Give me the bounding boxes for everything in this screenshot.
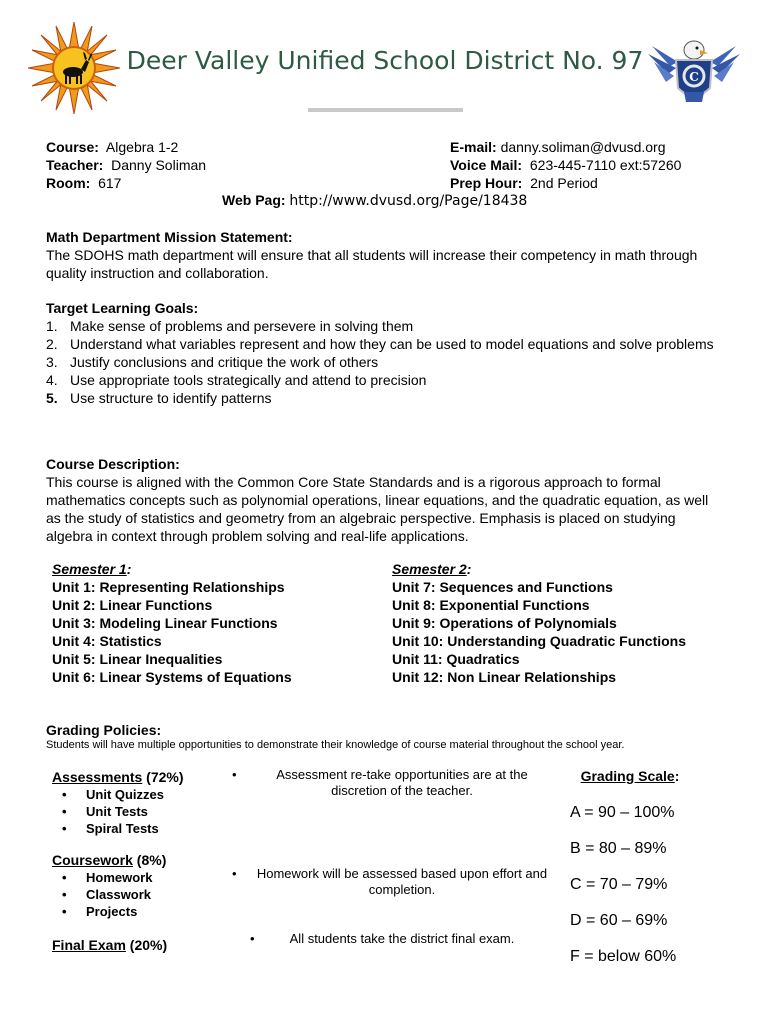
list-item: Unit 3: Modeling Linear Functions xyxy=(52,615,278,631)
assessments-label: Assessments xyxy=(52,769,143,785)
goals-heading: Target Learning Goals: xyxy=(46,300,199,316)
list-item: Unit 12: Non Linear Relationships xyxy=(392,669,617,685)
description-text: This course is aligned with the Common Core State Standards and is a rigorous approach to formal mathematics concepts such as polynomial operations, linear equations, and the quadratic equation, as well as the study of statistics and geometry from an algebraic perspective. Emphasis is placed on studying algebra in context through problem solving and real-life applications. xyxy=(46,474,709,544)
grading-scale: Grading Scale: xyxy=(580,768,680,784)
grade-a: A = 90 – 100% xyxy=(570,804,675,821)
list-item: 1. Make sense of problems and persevere in solving them xyxy=(46,318,414,334)
goals-section xyxy=(46,299,726,407)
semester-2-list: Semester 2: Unit 7: Sequences and Functions Unit 8: Exponential Functions Unit 9: Operations of Polynomials Unit 10: Understanding Quadratic Functions Unit 11: Quadratics Unit 12: Non Linear Relationships xyxy=(392,560,762,686)
coursework-label: Coursework xyxy=(52,852,133,868)
homework-note: • Homework will be assessed based upon effort and completion. xyxy=(232,866,548,897)
assessments-list xyxy=(52,786,232,837)
list-item: 3. Justify conclusions and critique the work of others xyxy=(46,354,379,370)
list-item: Unit 4: Statistics xyxy=(52,633,162,649)
list-item: Unit 2: Linear Functions xyxy=(52,597,213,613)
sun-deer-logo xyxy=(28,22,120,114)
list-item: • Spiral Tests xyxy=(52,820,232,837)
page-title: Deer Valley Unified School District No. 97 xyxy=(126,46,644,75)
voicemail-line: Voice Mail: 623-445-7110 ext:57260 xyxy=(450,157,682,173)
semester-1-list: Semester 1: Unit 1: Representing Relationships Unit 2: Linear Functions Unit 3: Modeling Linear Functions Unit 4: Statistics Unit 5: Linear Inequalities Unit 6: Linear Systems of Equations xyxy=(52,560,382,686)
assessments-block: Assessments (72%) • Unit Quizzes • Unit Tests • Spiral Tests xyxy=(52,768,232,837)
web-page-link[interactable]: http://www.dvusd.org/Page/18438 xyxy=(289,193,528,209)
subtitle-faint-line xyxy=(308,108,463,112)
mission-heading: Math Department Mission Statement: xyxy=(46,229,293,245)
list-item: • Classwork xyxy=(52,886,232,903)
grading-scale-label: Grading Scale xyxy=(580,768,675,784)
list-item: Unit 5: Linear Inequalities xyxy=(52,651,223,667)
list-item: Unit 9: Operations of Polynomials xyxy=(392,615,617,631)
course-line: Course: Algebra 1-2 xyxy=(46,139,179,155)
list-item: Unit 11: Quadratics xyxy=(392,651,520,667)
list-item: • Unit Tests xyxy=(52,803,232,820)
grade-b: B = 80 – 89% xyxy=(570,840,667,857)
mission-text: The SDOHS math department will ensure that all students will increase their competency in math through quality instruction and collaboration. xyxy=(46,247,698,281)
mission-section xyxy=(46,228,726,282)
bullet-icon: • xyxy=(232,866,237,881)
semester-2-heading: Semester 2 xyxy=(392,561,467,577)
email-line: E-mail: danny.soliman@dvusd.org xyxy=(450,139,666,155)
grading-intro: Students will have multiple opportunities to demonstrate their knowledge of course material throughout the school year. xyxy=(46,739,625,751)
bullet-icon: • xyxy=(250,931,255,946)
room-line: Room: 617 xyxy=(46,175,122,191)
email-link[interactable]: danny.soliman@dvusd.org xyxy=(500,139,666,155)
semester-1-heading: Semester 1 xyxy=(52,561,127,577)
svg-text:C: C xyxy=(689,70,699,84)
list-item: Unit 7: Sequences and Functions xyxy=(392,579,613,595)
final-exam-note: • All students take the district final exam. xyxy=(250,931,515,946)
list-item: 5. Use structure to identify patterns xyxy=(46,390,272,406)
list-item: Unit 6: Linear Systems of Equations xyxy=(52,669,292,685)
eagle-crest-logo xyxy=(648,36,740,108)
list-item: Unit 1: Representing Relationships xyxy=(52,579,285,595)
list-item: • Unit Quizzes xyxy=(52,786,232,803)
description-heading: Course Description: xyxy=(46,456,180,472)
list-item: Unit 10: Understanding Quadratic Functions xyxy=(392,633,687,649)
grade-d: D = 60 – 69% xyxy=(570,912,668,929)
teacher-line: Teacher: Danny Soliman xyxy=(46,157,207,173)
list-item: 4. Use appropriate tools strategically and attend to precision xyxy=(46,372,427,388)
coursework-block: Coursework (8%) • Homework • Classwork • Projects xyxy=(52,851,232,920)
grading-heading: Grading Policies: xyxy=(46,722,162,738)
description-section xyxy=(46,455,726,545)
bullet-icon: • xyxy=(232,767,237,782)
list-item: Unit 8: Exponential Functions xyxy=(392,597,590,613)
goals-list xyxy=(46,317,726,407)
final-exam-block: Final Exam (20%) xyxy=(52,937,168,953)
web-page-line: Web Pag: http://www.dvusd.org/Page/18438 xyxy=(222,192,528,209)
final-exam-label: Final Exam xyxy=(52,937,126,953)
list-item: • Homework xyxy=(52,869,232,886)
retake-note: • Assessment re-take opportunities are at the discretion of the teacher. xyxy=(232,767,528,798)
grade-c: C = 70 – 79% xyxy=(570,876,668,893)
list-item: • Projects xyxy=(52,903,232,920)
list-item: 2. Understand what variables represent and how they can be used to model equations and solve problems xyxy=(46,336,714,352)
coursework-list xyxy=(52,869,232,920)
grade-f: F = below 60% xyxy=(570,948,677,965)
prep-hour-line: Prep Hour: 2nd Period xyxy=(450,175,598,191)
